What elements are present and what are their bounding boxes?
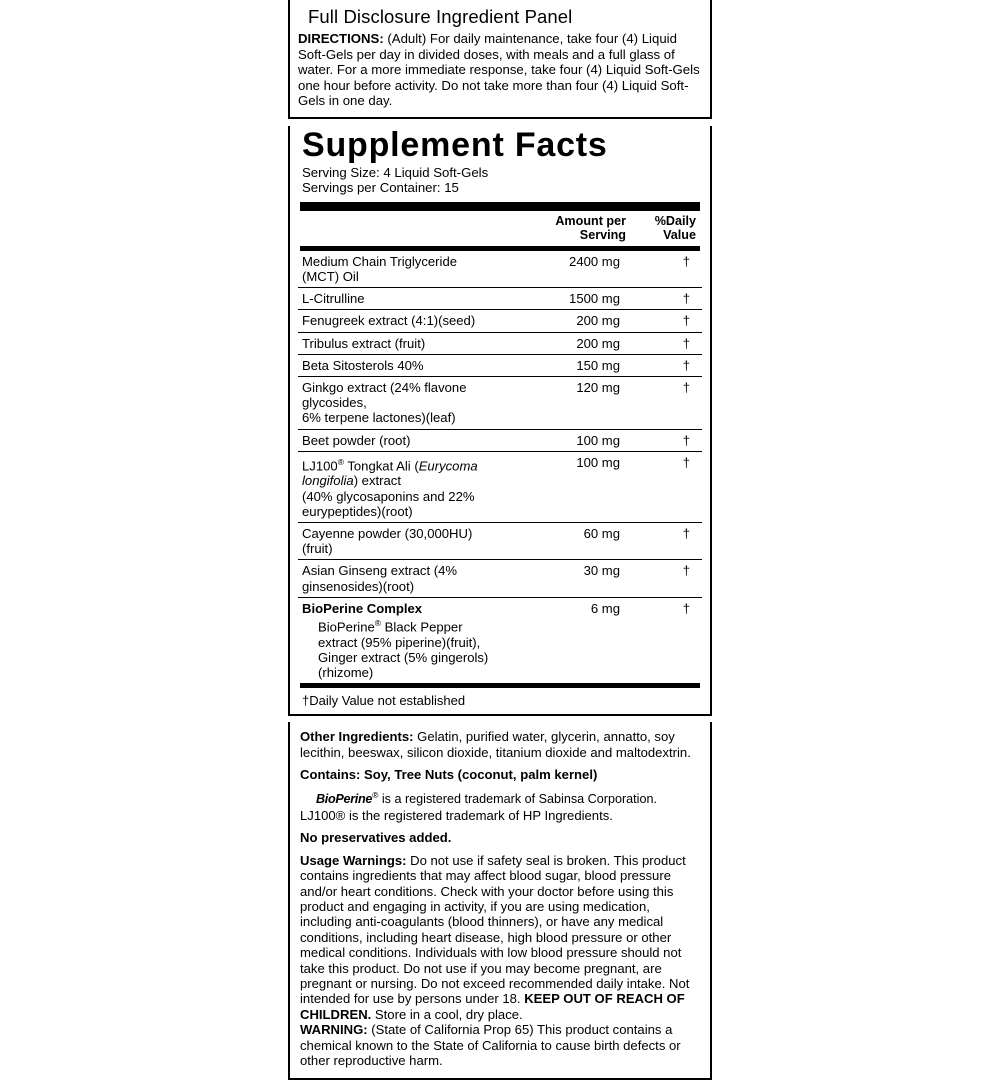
- table-row: [298, 251, 702, 288]
- ingredient-amount: 120 mg: [492, 377, 626, 430]
- column-header-amount: Amount per Serving: [555, 213, 626, 243]
- directions-text: (Adult) For daily maintenance, take four (4) Liquid Soft-Gels per day in divided doses, with meals and a full glass of water. For a more immediate response, take four (4) Liquid Soft-Gels one hour before activity. Do not take more than four (4) Liquid Soft-Gels in one day.: [298, 31, 700, 109]
- prop65-warning: WARNING: (State of California Prop 65) This product contains a chemical known to the State of California to cause birth defects or other reproductive harm.: [300, 1022, 681, 1069]
- ingredient-name: L-Citrulline: [298, 288, 492, 310]
- ingredient-amount: 150 mg: [492, 354, 626, 376]
- table-row: [298, 354, 702, 376]
- ingredient-name: Asian Ginseng extract (4% ginsenosides)(root): [298, 560, 492, 597]
- ingredient-amount: 2400 mg: [492, 251, 626, 288]
- ingredient-dv: †: [626, 332, 702, 354]
- ingredient-name: BioPerine Complex BioPerine® Black Pepper extract (95% piperine)(fruit), Ginger extract (5% gingerols)(rhizome): [302, 600, 489, 680]
- column-headers: [298, 211, 702, 246]
- ingredient-name: Medium Chain Triglyceride (MCT) Oil: [298, 251, 492, 288]
- page-title: Full Disclosure Ingredient Panel: [308, 6, 573, 27]
- ingredient-dv: †: [626, 451, 702, 522]
- ingredient-name: Tribulus extract (fruit): [298, 332, 492, 354]
- ingredient-name: Fenugreek extract (4:1)(seed): [298, 310, 492, 332]
- thick-rule: [300, 202, 700, 211]
- usage-warnings: Usage Warnings: Do not use if safety seal is broken. This product contains ingredients that may affect blood sugar, blood pressure and/or heart conditions. Check with your doctor before using this product and engaging in activity, if you are using medication, including anti-coagulants (blood thinners), or have any medical conditions, including heart disease, high blood pressure or other medical conditions. Individuals with low blood pressure should not take this product. Do not use if you may become pregnant, are pregnant or nursing. Do not exceed recommended daily intake. Not intended for use by persons under 18. KEEP OUT OF REACH OF CHILDREN. Store in a cool, dry place.: [300, 852, 690, 1022]
- table-row: [298, 522, 702, 559]
- ingredient-dv: †: [626, 429, 702, 451]
- supplement-label-panel: [288, 0, 712, 1080]
- table-row: [298, 451, 702, 522]
- table-row: [298, 310, 702, 332]
- ingredient-dv: †: [626, 310, 702, 332]
- ingredient-name: Beet powder (root): [298, 429, 492, 451]
- other-ingredients: Other Ingredients: Gelatin, purified water, glycerin, annatto, soy lecithin, beeswax, silicon dioxide, titanium dioxide and maltodextrin.: [300, 729, 691, 760]
- table-row: [298, 332, 702, 354]
- contains-statement: Contains: Soy, Tree Nuts (coconut, palm kernel): [300, 766, 598, 782]
- other-ingredients-box: [288, 722, 712, 1080]
- ingredient-dv: †: [626, 354, 702, 376]
- ingredient-amount: 60 mg: [492, 522, 626, 559]
- ingredient-table: [298, 251, 702, 683]
- directions-paragraph: [298, 31, 702, 109]
- ingredient-dv: †: [626, 560, 702, 597]
- ingredient-amount: 100 mg: [492, 429, 626, 451]
- serving-size: Serving Size: 4 Liquid Soft-Gels: [302, 164, 489, 180]
- bioperine-trademark: BioPerine® is a registered trademark of Sabinsa Corporation.: [316, 790, 657, 807]
- table-row: [298, 597, 702, 683]
- ingredient-amount: 100 mg: [492, 451, 626, 522]
- ingredient-dv: †: [626, 251, 702, 288]
- ingredient-amount: 6 mg: [590, 600, 620, 616]
- supplement-facts-box: [288, 126, 712, 716]
- servings-per-container: Servings per Container: 15: [302, 180, 459, 196]
- ingredient-dv: †: [626, 522, 702, 559]
- ingredient-name: Ginkgo extract (24% flavone glycosides, 6% terpene lactones)(leaf): [298, 377, 492, 430]
- no-preservatives: No preservatives added.: [300, 830, 452, 846]
- directions-box: [288, 0, 712, 119]
- ingredient-dv: †: [626, 377, 702, 430]
- ingredient-amount: 30 mg: [492, 560, 626, 597]
- table-row: [298, 560, 702, 597]
- bioperine-logo: BioPerine: [316, 792, 373, 807]
- daily-value-footnote: †Daily Value not established: [302, 693, 466, 709]
- ingredient-amount: 1500 mg: [492, 288, 626, 310]
- ingredient-name: Cayenne powder (30,000HU)(fruit): [298, 522, 492, 559]
- ingredient-name: Beta Sitosterols 40%: [298, 354, 492, 376]
- ingredient-dv: †: [626, 288, 702, 310]
- table-row: [298, 288, 702, 310]
- ingredient-dv: †: [682, 600, 690, 616]
- ingredient-amount: 200 mg: [492, 310, 626, 332]
- column-header-daily-value: %Daily Value: [654, 213, 696, 243]
- table-row: [298, 377, 702, 430]
- supplement-facts-title: Supplement Facts: [302, 125, 608, 164]
- lj100-trademark: LJ100® is the registered trademark of HP Ingredients.: [300, 807, 613, 823]
- table-row: [298, 429, 702, 451]
- directions-label: DIRECTIONS:: [298, 31, 384, 46]
- ingredient-name: LJ100® Tongkat Ali (Eurycoma longifolia) extract (40% glycosaponins and 22% eurypeptides)(root): [298, 451, 492, 522]
- ingredient-amount: 200 mg: [492, 332, 626, 354]
